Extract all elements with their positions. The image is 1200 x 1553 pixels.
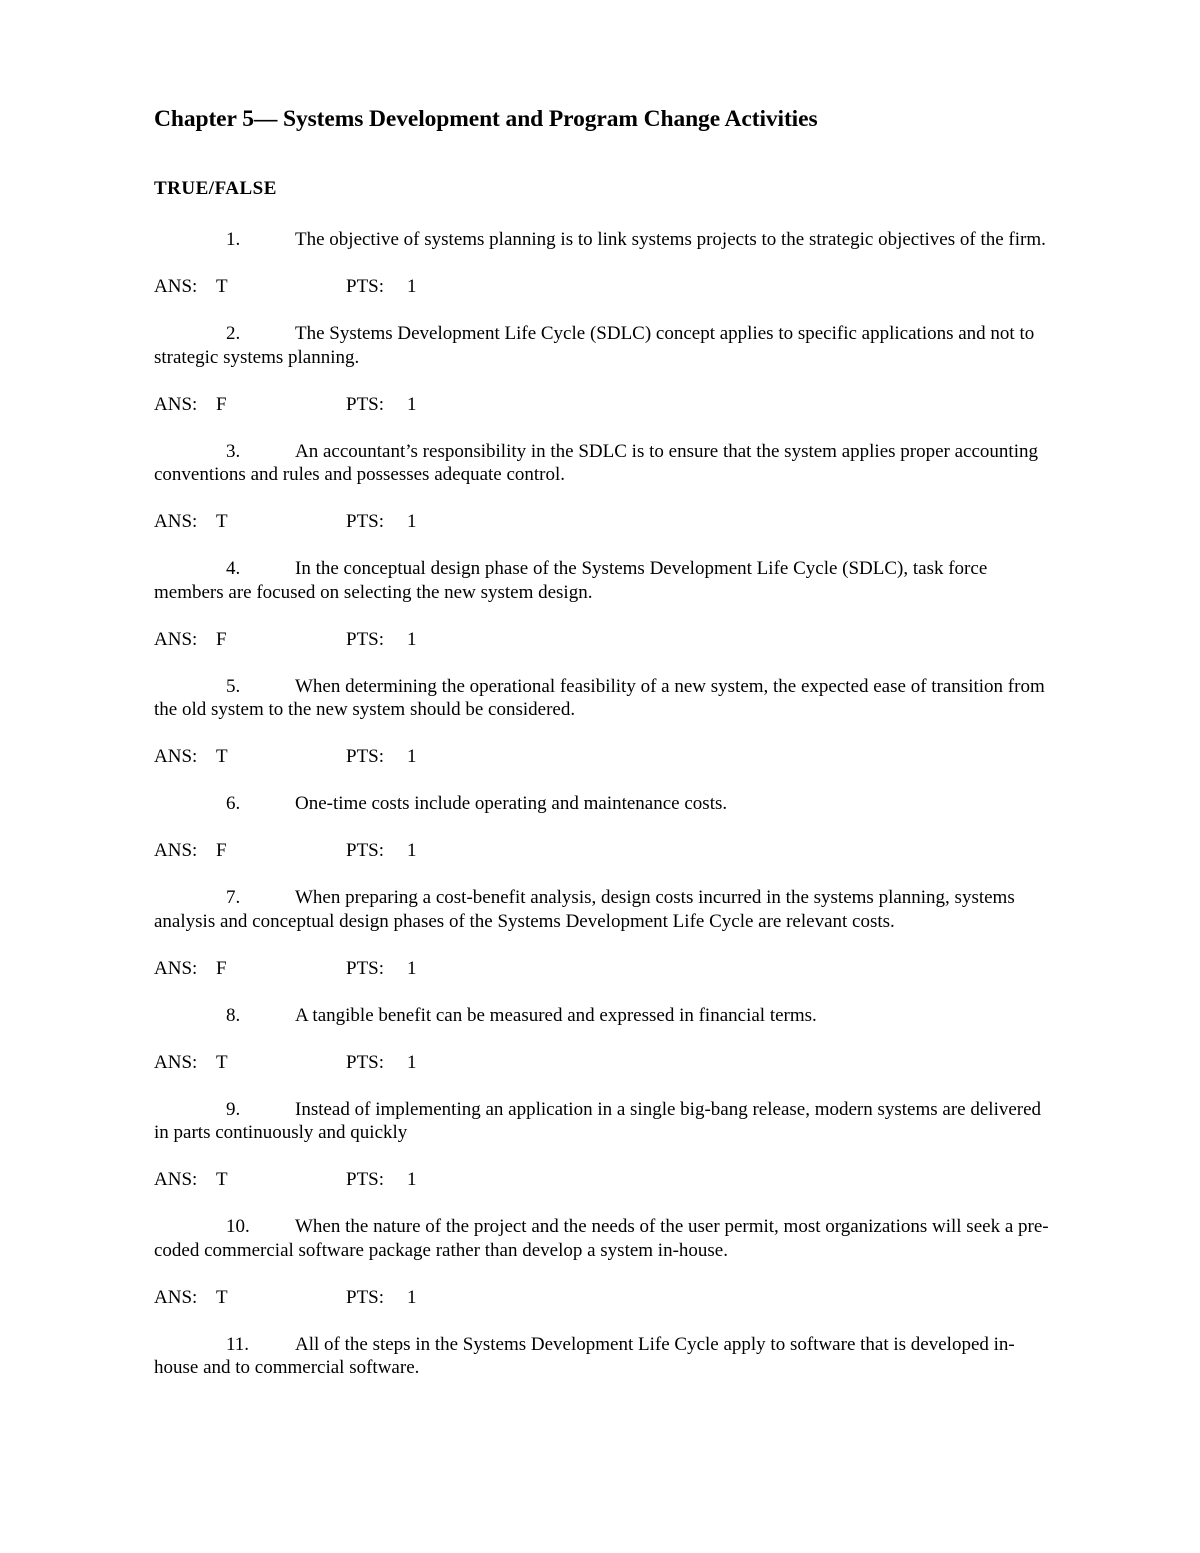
answer-line xyxy=(154,957,1054,981)
question-item xyxy=(154,792,1054,863)
points-value: 1 xyxy=(407,511,417,532)
answer-label: ANS: xyxy=(154,1286,198,1308)
question-item xyxy=(154,675,1054,769)
question-text-block xyxy=(154,1098,1054,1145)
points-label: PTS: xyxy=(346,393,385,415)
question-number: 6. xyxy=(226,793,241,814)
answer-label: ANS: xyxy=(154,628,198,650)
answer-line xyxy=(154,275,1054,299)
points-value: 1 xyxy=(407,628,417,650)
answer-label: ANS: xyxy=(154,511,198,532)
answer-value: T xyxy=(216,746,228,767)
question-text: An accountant’s responsibility in the SDLC is to ensure that the system applies proper accounting conventions and rules and possesses adequate control. xyxy=(154,440,1038,485)
points-value: 1 xyxy=(407,840,417,861)
answer-value: F xyxy=(216,628,227,650)
question-number: 10. xyxy=(226,1216,250,1237)
answer-value: T xyxy=(216,276,228,297)
question-item xyxy=(154,322,1054,416)
question-text-block xyxy=(154,886,1054,933)
question-item xyxy=(154,440,1054,534)
points-label: PTS: xyxy=(346,628,385,650)
answer-value: F xyxy=(216,840,227,861)
points-value: 1 xyxy=(407,957,417,979)
question-text-block xyxy=(154,1004,1054,1028)
points-label: PTS: xyxy=(346,1286,385,1308)
answer-label: ANS: xyxy=(154,276,198,297)
points-label: PTS: xyxy=(346,1051,385,1073)
points-value: 1 xyxy=(407,746,417,767)
points-value: 1 xyxy=(407,1051,417,1073)
question-number: 7. xyxy=(226,887,241,908)
points-label: PTS: xyxy=(346,957,385,979)
answer-label: ANS: xyxy=(154,840,198,861)
question-number: 1. xyxy=(226,229,241,250)
question-number: 2. xyxy=(226,323,241,344)
points-value: 1 xyxy=(407,1169,417,1190)
question-number: 11. xyxy=(226,1333,250,1355)
question-text: One-time costs include operating and maintenance costs. xyxy=(295,793,728,814)
question-text: When preparing a cost-benefit analysis, design costs incurred in the systems planning, systems analysis and conceptual design phases of the Systems Development Life Cycle are relevant costs. xyxy=(154,887,1015,932)
question-text: The objective of systems planning is to link systems projects to the strategic objectives of the firm. xyxy=(295,229,1046,250)
question-number: 8. xyxy=(226,1004,241,1026)
question-text-block xyxy=(154,792,1054,816)
answer-line xyxy=(154,1286,1054,1310)
question-item xyxy=(154,1004,1054,1075)
question-text: The Systems Development Life Cycle (SDLC) concept applies to specific applications and not to strategic systems planning. xyxy=(154,323,1035,368)
question-text: All of the steps in the Systems Development Life Cycle apply to software that is developed in-house and to commercial software. xyxy=(154,1333,1015,1378)
question-item xyxy=(154,228,1054,299)
answer-value: F xyxy=(216,957,227,979)
section-heading: TRUE/FALSE xyxy=(154,178,277,199)
answer-line xyxy=(154,393,1054,417)
chapter-title: Chapter 5— Systems Development and Program Change Activities xyxy=(154,106,818,132)
answer-label: ANS: xyxy=(154,1051,198,1073)
question-text-block xyxy=(154,322,1054,369)
question-item xyxy=(154,1215,1054,1309)
question-list xyxy=(154,228,1054,1380)
points-value: 1 xyxy=(407,393,417,415)
points-value: 1 xyxy=(407,276,417,297)
answer-label: ANS: xyxy=(154,957,198,979)
answer-line xyxy=(154,510,1054,534)
question-number: 3. xyxy=(226,440,241,462)
question-text-block xyxy=(154,557,1054,604)
question-item xyxy=(154,886,1054,980)
answer-label: ANS: xyxy=(154,1169,198,1190)
question-text-block xyxy=(154,675,1054,722)
question-text-block xyxy=(154,228,1054,252)
answer-line xyxy=(154,628,1054,652)
points-label: PTS: xyxy=(346,840,385,861)
question-number: 4. xyxy=(226,558,241,579)
answer-line xyxy=(154,1168,1054,1192)
question-text: Instead of implementing an application in a single big-bang release, modern systems are delivered in parts continuously and quickly xyxy=(154,1098,1042,1143)
answer-label: ANS: xyxy=(154,393,198,415)
points-label: PTS: xyxy=(346,1169,385,1190)
answer-value: T xyxy=(216,511,228,532)
answer-line xyxy=(154,745,1054,769)
points-label: PTS: xyxy=(346,746,385,767)
points-label: PTS: xyxy=(346,276,385,297)
points-label: PTS: xyxy=(346,511,385,532)
question-text: When the nature of the project and the needs of the user permit, most organizations will seek a pre-coded commercial software package rather than develop a system in-house. xyxy=(154,1216,1049,1261)
points-value: 1 xyxy=(407,1286,417,1308)
question-number: 5. xyxy=(226,675,241,697)
question-number: 9. xyxy=(226,1098,241,1120)
answer-value: T xyxy=(216,1286,228,1308)
answer-label: ANS: xyxy=(154,746,198,767)
answer-value: T xyxy=(216,1169,228,1190)
question-text-block xyxy=(154,1333,1054,1380)
question-text: A tangible benefit can be measured and expressed in financial terms. xyxy=(295,1004,817,1026)
answer-line xyxy=(154,1051,1054,1075)
question-item xyxy=(154,1098,1054,1192)
question-item xyxy=(154,557,1054,651)
question-text: In the conceptual design phase of the Systems Development Life Cycle (SDLC), task force members are focused on selecting the new system design. xyxy=(154,558,988,603)
question-text-block xyxy=(154,1215,1054,1262)
question-item xyxy=(154,1333,1054,1380)
answer-value: F xyxy=(216,393,227,415)
question-text: When determining the operational feasibility of a new system, the expected ease of transition from the old system to the new system should be considered. xyxy=(154,675,1045,720)
question-text-block xyxy=(154,440,1054,487)
answer-value: T xyxy=(216,1051,228,1073)
answer-line xyxy=(154,839,1054,863)
